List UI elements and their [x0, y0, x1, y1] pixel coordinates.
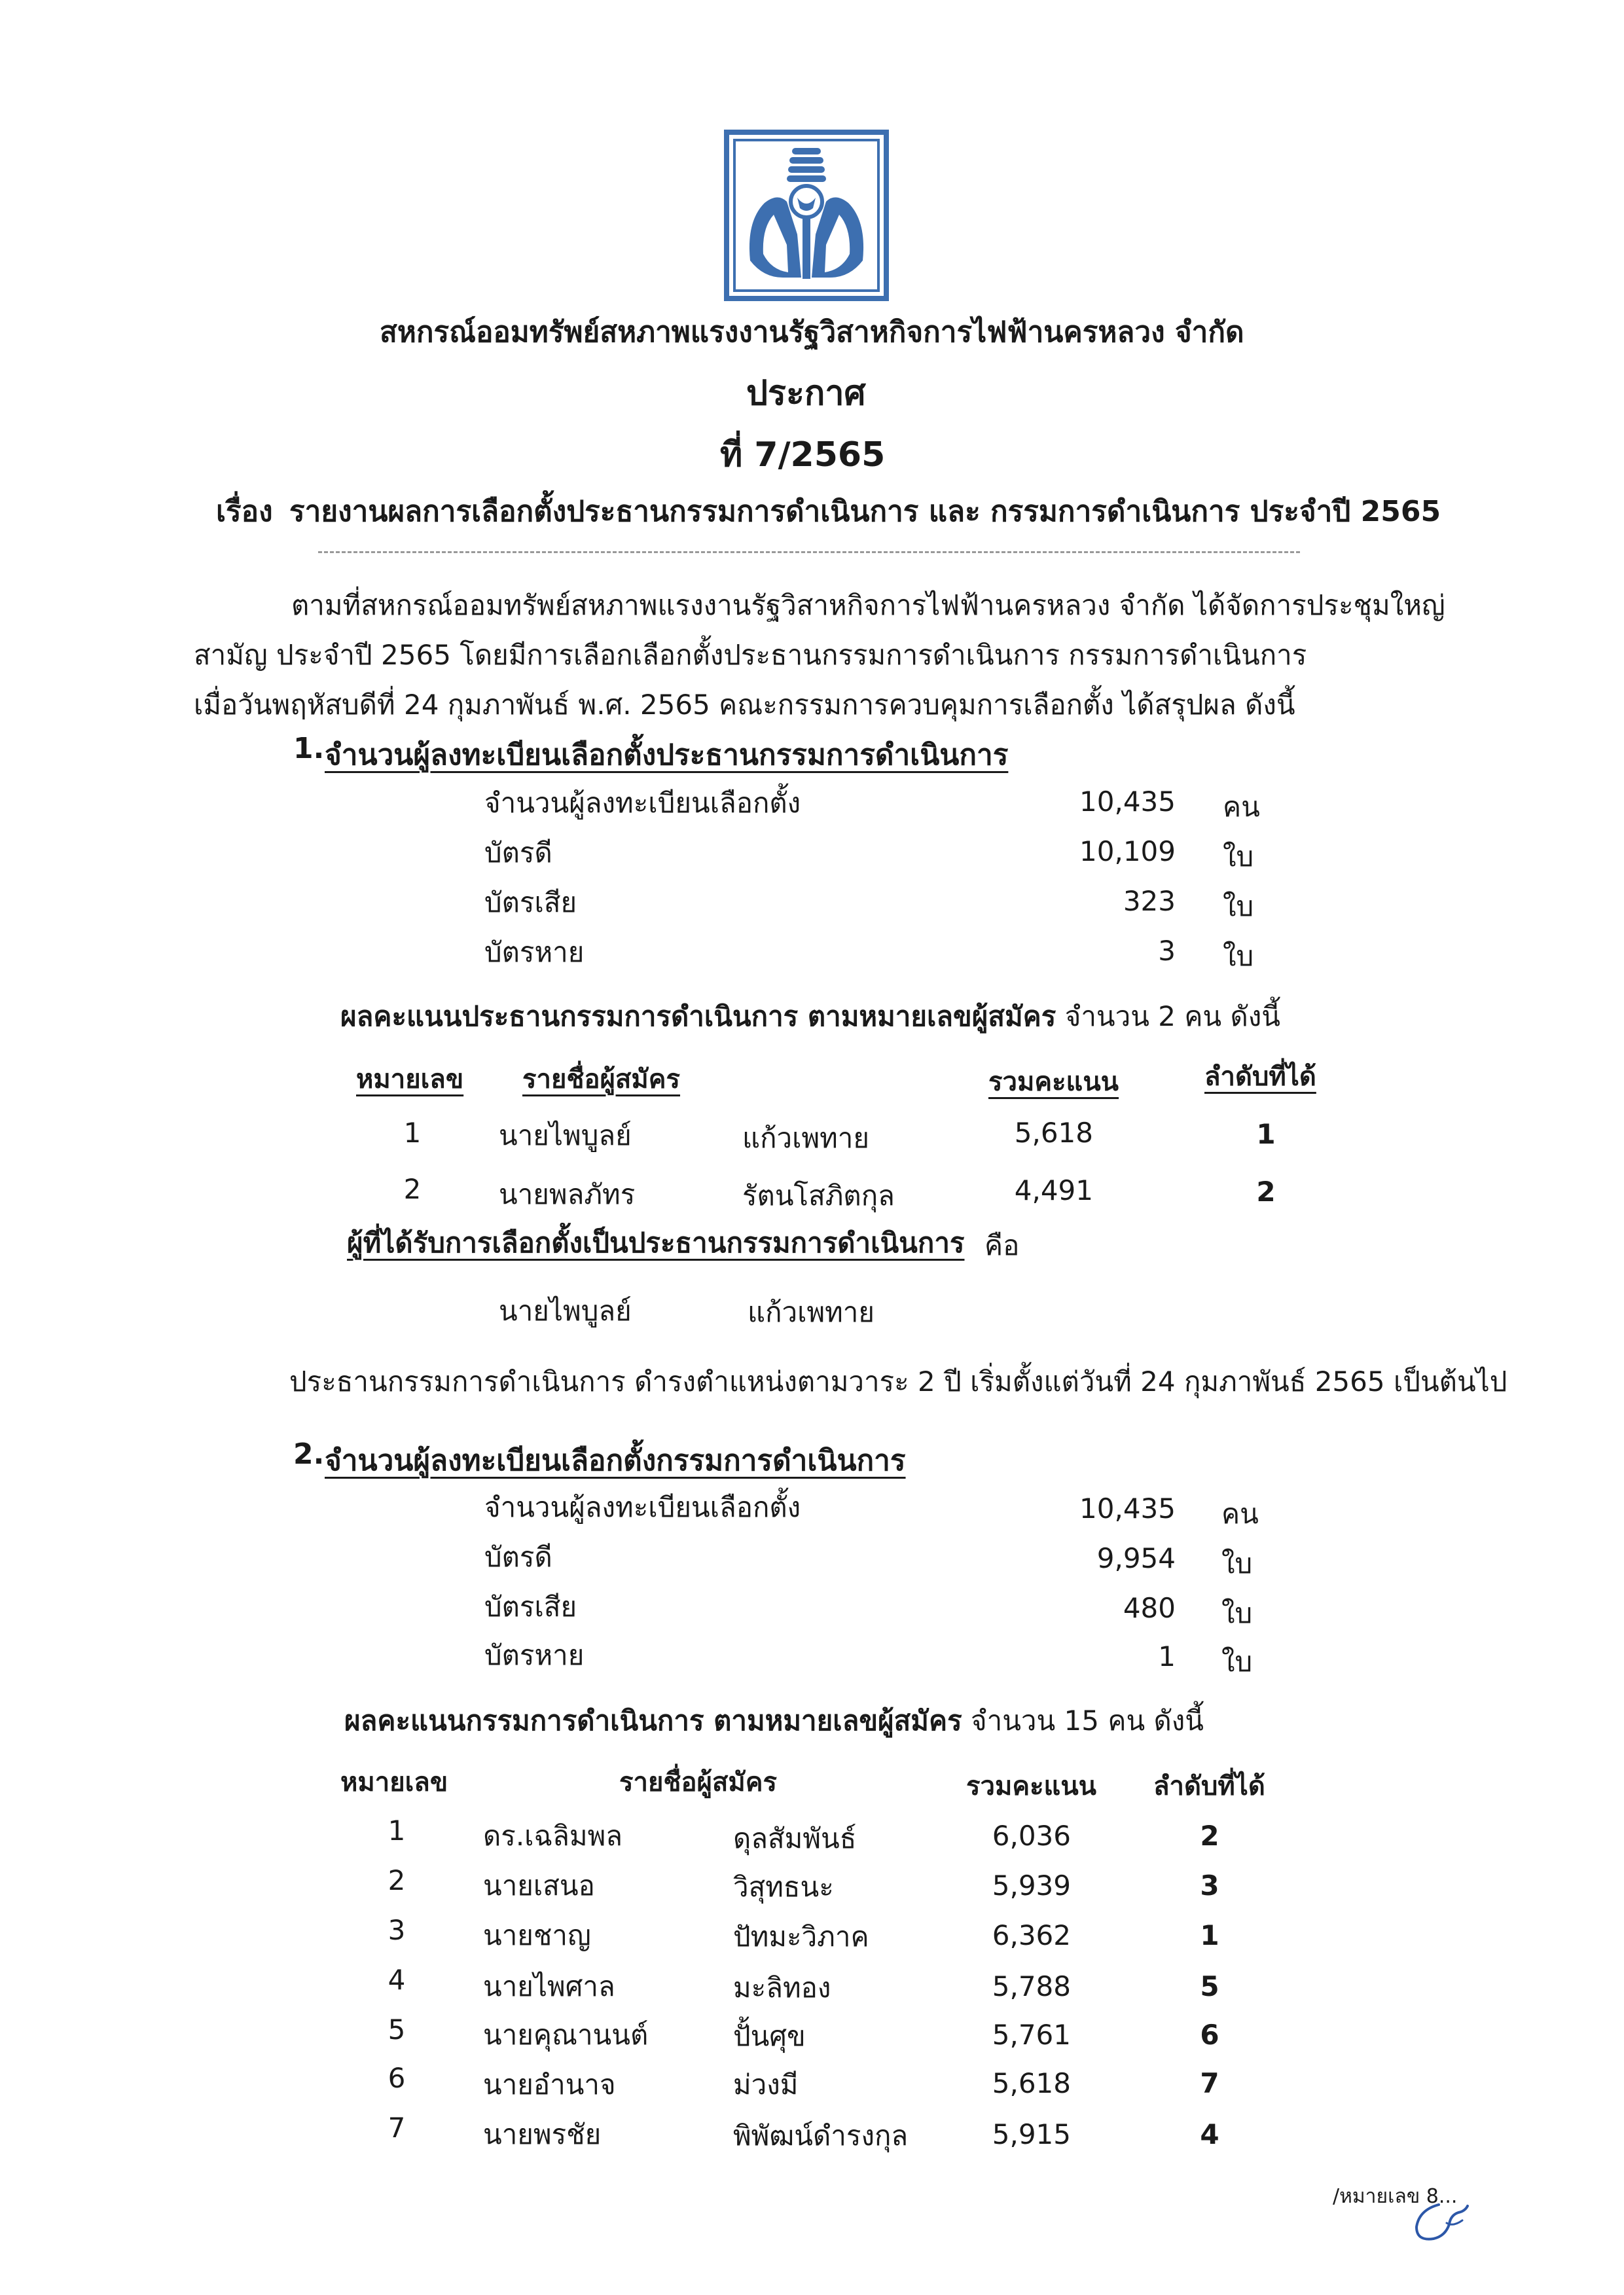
s1-stat-unit: ใบ [1223, 940, 1254, 972]
s2-row-last-name: ดุลสัมพันธ์ [733, 1822, 857, 1854]
s2-results-title-bold: ผลคะแนนกรรมการดำเนินการ ตามหมายเลขผู้สมัคร [344, 1705, 962, 1737]
s1-stat-value: 10,109 [1079, 835, 1176, 867]
s1-results-title-bold: ผลคะแนนประธานกรรมการดำเนินการ ตามหมายเลขผู้สมัคร [340, 1000, 1056, 1032]
s1-stat-unit: ใบ [1223, 890, 1254, 922]
s2-row-number: 3 [388, 1914, 406, 1946]
intro-line-2: สามัญ ประจำปี 2565 โดยมีการเลือกเลือกตั้งประธานกรรมการดำเนินการ กรรมการดำเนินการ [194, 639, 1307, 671]
s2-row-number: 4 [388, 1964, 406, 1996]
continuation-note: /หมายเลข 8... [1333, 2185, 1458, 2208]
s1-elected-first-name: นายไพบูลย์ [499, 1295, 632, 1327]
s1-row-number: 1 [403, 1117, 422, 1149]
s2-row-rank: 6 [1200, 2019, 1219, 2051]
s2-col-number: หมายเลข [340, 1767, 448, 1798]
s2-stat-value: 9,954 [1096, 1542, 1176, 1574]
s2-row-first-name: ดร.เฉลิมพล [483, 1820, 623, 1852]
s1-stat-value: 3 [1158, 935, 1176, 967]
s1-row-number: 2 [403, 1173, 422, 1205]
cooperative-logo [724, 130, 889, 301]
s1-row-rank: 1 [1256, 1118, 1276, 1150]
organization-name: สหกรณ์ออมทรัพย์สหภาพแรงงานรัฐวิสาหกิจการไฟฟ้านครหลวง จำกัด [380, 316, 1244, 349]
s1-stat-value: 10,435 [1079, 786, 1176, 818]
subject-text: รายงานผลการเลือกตั้งประธานกรรมการดำเนินการ และ กรรมการดำเนินการ ประจำปี 2565 [289, 495, 1441, 528]
s2-row-first-name: นายชาญ [483, 1919, 591, 1951]
s2-row-first-name: นายอำนาจ [483, 2069, 616, 2101]
s2-row-rank: 4 [1200, 2118, 1219, 2150]
s2-row-score: 5,761 [992, 2019, 1071, 2051]
s2-row-score: 5,618 [992, 2067, 1071, 2099]
s1-results-title-rest: จำนวน 2 คน ดังนี้ [1064, 1000, 1280, 1032]
s1-stat-unit: คน [1223, 791, 1260, 823]
document-title: ประกาศ [746, 374, 866, 413]
s1-stat-value: 323 [1123, 885, 1176, 917]
s2-stat-unit: ใบ [1221, 1646, 1253, 1678]
s2-row-last-name: ปั้นศุข [733, 2020, 806, 2052]
s2-stat-value: 10,435 [1079, 1492, 1176, 1525]
s2-row-first-name: นายพรชัย [483, 2118, 602, 2150]
s1-row-first-name: นายไพบูลย์ [499, 1119, 632, 1151]
s1-elected-last-name: แก้วเพทาย [748, 1296, 875, 1328]
s2-row-rank: 7 [1200, 2067, 1219, 2099]
intro-line-3: เมื่อวันพฤหัสบดีที่ 24 กุมภาพันธ์ พ.ศ. 2565 คณะกรรมการควบคุมการเลือกตั้ง ได้สรุปผล ดังนี้ [194, 689, 1295, 721]
s2-row-number: 5 [388, 2014, 406, 2046]
separator-line [318, 551, 1300, 553]
s2-col-score: รวมคะแนน [966, 1771, 1097, 1801]
s2-row-last-name: ม่วงมี [733, 2069, 799, 2101]
s2-row-score: 5,939 [992, 1870, 1071, 1902]
s2-row-number: 6 [388, 2062, 406, 2094]
s2-stat-unit: ใบ [1221, 1547, 1253, 1580]
s1-row-rank: 2 [1256, 1176, 1276, 1208]
s1-row-last-name: แก้วเพทาย [742, 1122, 870, 1154]
s2-row-number: 2 [388, 1864, 406, 1896]
s1-elected-label: ผู้ที่ได้รับการเลือกตั้งเป็นประธานกรรมการดำเนินการ [347, 1227, 965, 1259]
s2-row-score: 5,915 [992, 2118, 1071, 2150]
s2-row-rank: 3 [1200, 1870, 1219, 1902]
s2-row-score: 5,788 [992, 1970, 1071, 2002]
s2-row-last-name: วิสุทธนะ [733, 1871, 834, 1903]
s2-col-rank: ลำดับที่ได้ [1153, 1771, 1265, 1801]
s2-stat-label: บัตรเสีย [484, 1591, 577, 1623]
section1-heading: จำนวนผู้ลงทะเบียนเลือกตั้งประธานกรรมการดำเนินการ [325, 738, 1009, 772]
s2-results-title-rest: จำนวน 15 คน ดังนี้ [971, 1705, 1204, 1737]
s2-row-first-name: นายเสนอ [483, 1870, 595, 1902]
s2-stat-value: 1 [1158, 1640, 1176, 1672]
s2-row-rank: 1 [1200, 1919, 1219, 1951]
s2-stat-unit: ใบ [1221, 1597, 1253, 1629]
s2-stat-value: 480 [1123, 1592, 1176, 1624]
s1-col-name: รายชื่อผู้สมัคร [522, 1064, 681, 1094]
s2-row-last-name: พิพัฒน์ดำรงกุล [733, 2120, 909, 2152]
s2-row-number: 7 [388, 2112, 406, 2144]
section1-number: 1. [293, 732, 325, 765]
s1-row-score: 5,618 [1014, 1117, 1093, 1149]
s1-row-first-name: นายพลภัทร [499, 1178, 636, 1210]
document-number: ที่ 7/2565 [720, 435, 886, 475]
s2-row-rank: 2 [1200, 1820, 1219, 1852]
subject-label: เรื่อง [216, 495, 273, 528]
s2-stat-unit: คน [1221, 1498, 1259, 1530]
s2-row-score: 6,362 [992, 1919, 1071, 1951]
s2-row-rank: 5 [1200, 1970, 1219, 2002]
s1-col-number: หมายเลข [356, 1064, 464, 1094]
s2-row-first-name: นายไพศาล [483, 1970, 615, 2002]
s2-stat-label: บัตรดี [484, 1541, 552, 1573]
s2-col-name: รายชื่อผู้สมัคร [619, 1767, 778, 1798]
section2-heading: จำนวนผู้ลงทะเบียนเลือกตั้งกรรมการดำเนินการ [325, 1444, 906, 1477]
s1-stat-label: บัตรหาย [484, 936, 585, 968]
s1-stat-label: บัตรเสีย [484, 886, 577, 918]
s2-row-number: 1 [388, 1815, 406, 1847]
s1-col-rank: ลำดับที่ได้ [1204, 1062, 1316, 1092]
s2-row-first-name: นายคุณานนต์ [483, 2019, 649, 2051]
s2-stat-label: จำนวนผู้ลงทะเบียนเลือกตั้ง [484, 1491, 801, 1523]
s2-row-last-name: ปัทมะวิภาค [733, 1921, 869, 1953]
s2-results-title [344, 1699, 1204, 1743]
s1-row-score: 4,491 [1014, 1174, 1093, 1206]
s2-row-score: 6,036 [992, 1820, 1071, 1852]
s1-stat-label: บัตรดี [484, 837, 552, 869]
s1-stat-unit: ใบ [1223, 840, 1254, 873]
s1-term-note: ประธานกรรมการดำเนินการ ดำรงตำแหน่งตามวาระ 2 ปี เริ่มตั้งแต่วันที่ 24 กุมภาพันธ์ 2565 เป็นต้นไป [289, 1365, 1507, 1398]
initials-signature [1407, 2186, 1473, 2252]
s1-results-title [340, 995, 1280, 1038]
intro-line-1: ตามที่สหกรณ์ออมทรัพย์สหภาพแรงงานรัฐวิสาหกิจการไฟฟ้านครหลวง จำกัด ได้จัดการประชุมใหญ่ [291, 589, 1445, 621]
s2-row-last-name: มะลิทอง [733, 1972, 831, 2004]
section2-number: 2. [293, 1437, 325, 1471]
s1-stat-label: จำนวนผู้ลงทะเบียนเลือกตั้ง [484, 787, 801, 819]
s1-row-last-name: รัตนโสภิตกุล [742, 1180, 895, 1212]
s2-stat-label: บัตรหาย [484, 1639, 585, 1671]
s1-col-score: รวมคะแนน [988, 1067, 1119, 1097]
s1-elected-suffix: คือ [984, 1229, 1020, 1261]
